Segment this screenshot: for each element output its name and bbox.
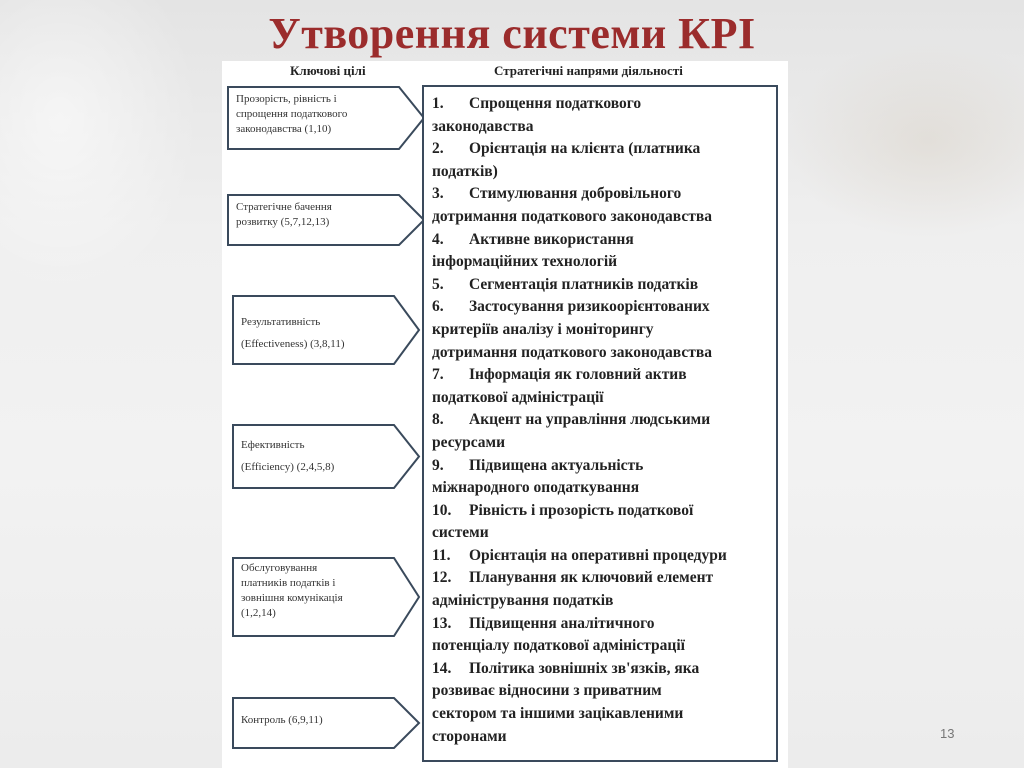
direction-number: 10. — [432, 501, 452, 519]
direction-item — [432, 274, 778, 297]
direction-line — [432, 206, 778, 229]
direction-line — [432, 183, 778, 206]
direction-number: 11. — [432, 546, 451, 564]
goal-arrow-5 — [232, 557, 420, 637]
goal-text-line: Обслуговування — [241, 562, 318, 574]
direction-line — [432, 93, 778, 116]
direction-line — [432, 726, 778, 749]
direction-item — [432, 138, 778, 183]
direction-line — [432, 229, 778, 252]
direction-item — [432, 93, 778, 138]
direction-line — [432, 590, 778, 613]
direction-line — [432, 703, 778, 726]
direction-line — [432, 138, 778, 161]
direction-text: Спрощення податкового — [469, 95, 642, 112]
direction-text: сторонами — [432, 727, 507, 745]
direction-number: 7. — [432, 366, 444, 384]
goal-arrow-6 — [232, 697, 420, 749]
direction-item — [432, 409, 778, 454]
kpi-diagram — [222, 61, 788, 768]
strategic-directions-list — [432, 93, 778, 748]
direction-number: 6. — [432, 298, 444, 316]
direction-line — [432, 251, 778, 274]
slide-title: Утворення системи КРІ — [268, 9, 756, 58]
direction-line — [432, 319, 778, 342]
direction-number: 8. — [432, 411, 444, 429]
key-goals-header: Ключові цілі — [290, 63, 366, 78]
direction-line — [432, 567, 778, 590]
direction-text: Акцент на управління людськими — [469, 411, 711, 429]
direction-number: 4. — [432, 230, 444, 248]
direction-text: податкової адміністрації — [432, 388, 604, 406]
direction-item — [432, 500, 778, 545]
direction-item — [432, 658, 778, 748]
direction-line — [432, 658, 778, 681]
direction-text: сектором та іншими зацікавленими — [432, 705, 684, 723]
direction-item — [432, 364, 778, 409]
goal-text-line: Прозорість, рівність і — [236, 93, 337, 105]
direction-text: системи — [432, 524, 489, 542]
direction-number: 9. — [432, 456, 444, 474]
direction-text: Активне використання — [469, 230, 634, 248]
direction-text: Інформація як головний актив — [469, 366, 687, 384]
direction-line — [432, 613, 778, 636]
direction-number: 1. — [432, 95, 444, 112]
direction-text: дотримання податкового законодавства — [432, 343, 712, 361]
direction-item — [432, 183, 778, 228]
direction-line — [432, 387, 778, 410]
direction-item — [432, 455, 778, 500]
direction-item — [432, 567, 778, 612]
direction-line — [432, 455, 778, 478]
direction-line — [432, 522, 778, 545]
direction-line — [432, 545, 778, 568]
goal-text-line: Стратегічне бачення — [236, 201, 332, 213]
goal-text-line: Контроль (6,9,11) — [241, 714, 323, 726]
direction-text: Планування як ключовий елемент — [469, 569, 714, 587]
goal-arrow-1 — [227, 86, 425, 150]
direction-text: податків) — [432, 162, 498, 180]
direction-line — [432, 342, 778, 365]
direction-line — [432, 296, 778, 319]
direction-text: розвиває відносини з приватним — [432, 682, 662, 700]
goal-text-line: (1,2,14) — [241, 607, 276, 619]
direction-line — [432, 477, 778, 500]
goal-text-line: спрощення податкового — [236, 108, 348, 120]
direction-line — [432, 680, 778, 703]
direction-number: 5. — [432, 275, 444, 293]
direction-text: Орієнтація на оперативні процедури — [469, 546, 727, 564]
goal-text-line: законодавства (1,10) — [236, 123, 332, 135]
direction-item — [432, 545, 778, 568]
strategic-directions-header: Стратегічні напрями діяльності — [494, 63, 683, 78]
goal-text-line: (Effectiveness) (3,8,11) — [241, 338, 345, 350]
direction-text: Стимулювання добровільного — [469, 185, 682, 203]
goal-arrow-3 — [232, 295, 420, 365]
goal-arrow-2 — [227, 194, 425, 246]
direction-line — [432, 116, 778, 139]
direction-number: 14. — [432, 659, 452, 677]
direction-text: критеріїв аналізу і моніторингу — [432, 320, 654, 338]
direction-text: міжнародного оподаткування — [432, 479, 640, 497]
direction-number: 2. — [432, 140, 444, 158]
strategic-directions-box — [422, 85, 778, 762]
direction-text: дотримання податкового законодавства — [432, 207, 712, 225]
direction-text: інформаційних технологій — [432, 253, 618, 271]
direction-item — [432, 613, 778, 658]
direction-item — [432, 229, 778, 274]
direction-line — [432, 500, 778, 523]
direction-text: Застосування ризикоорієнтованих — [469, 298, 710, 316]
direction-line — [432, 274, 778, 297]
direction-text: законодавства — [432, 117, 534, 135]
page-number: 13 — [940, 726, 955, 741]
direction-number: 3. — [432, 185, 444, 203]
direction-text: потенціалу податкової адміністрації — [432, 637, 685, 655]
direction-line — [432, 364, 778, 387]
direction-line — [432, 432, 778, 455]
direction-number: 13. — [432, 614, 452, 632]
direction-text: адміністрування податків — [432, 592, 614, 610]
direction-item — [432, 296, 778, 364]
goal-text-line: (Efficiency) (2,4,5,8) — [241, 461, 335, 473]
direction-line — [432, 409, 778, 432]
direction-text: Рівність і прозорість податкової — [469, 501, 694, 519]
direction-text: Підвищення аналітичного — [469, 614, 655, 632]
direction-line — [432, 635, 778, 658]
goal-text-line: платників податків і — [241, 577, 336, 589]
direction-text: Орієнтація на клієнта (платника — [469, 140, 701, 158]
direction-text: Сегментація платників податків — [469, 275, 699, 293]
goal-text-line: Результативність — [241, 316, 321, 328]
background-decoration-right — [784, 40, 1024, 240]
direction-text: Політика зовнішніх зв'язків, яка — [469, 659, 700, 677]
direction-line — [432, 161, 778, 184]
goal-text-line: Ефективність — [241, 439, 305, 451]
goal-text-line: розвитку (5,7,12,13) — [236, 216, 330, 228]
goal-text-line: зовнішня комунікація — [241, 592, 343, 604]
goal-arrow-4 — [232, 424, 420, 489]
direction-number: 12. — [432, 569, 452, 587]
direction-text: ресурсами — [432, 433, 506, 451]
direction-text: Підвищена актуальність — [469, 456, 644, 474]
